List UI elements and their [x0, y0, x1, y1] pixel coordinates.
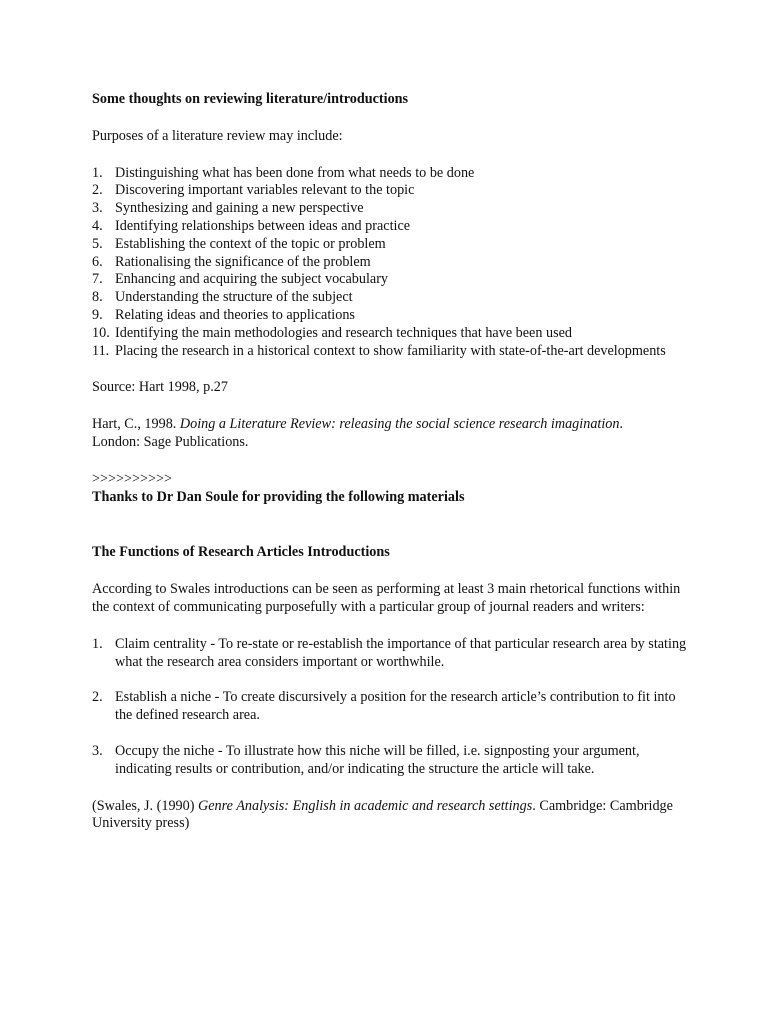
list-item	[92, 307, 692, 325]
list-text: Relating ideas and theories to applications	[115, 306, 355, 323]
functions-list	[92, 636, 692, 779]
list-number: 1.	[92, 164, 103, 181]
swales-reference	[92, 798, 692, 834]
list-item	[92, 218, 692, 236]
section-title-literature: Some thoughts on reviewing literature/introductions	[92, 91, 409, 107]
purposes-intro: Purposes of a literature review may include:	[92, 127, 343, 144]
list-text: Establishing the context of the topic or problem	[115, 235, 386, 252]
separator-line: >>>>>>>>>>	[92, 470, 173, 487]
list-item	[92, 743, 692, 779]
hart-title-end: .	[619, 416, 624, 433]
list-text: Claim centrality - To re-state or re-establish the importance of that particular research area by stating what the research area considers important or worthwhile.	[115, 635, 687, 670]
list-number: 10.	[92, 324, 110, 341]
list-number: 5.	[92, 235, 103, 252]
list-item	[92, 165, 692, 183]
list-number: 4.	[92, 217, 103, 234]
hart-title: Doing a Literature Review: releasing the social science research imagination	[179, 416, 620, 433]
list-number: 2.	[92, 689, 103, 706]
list-item	[92, 236, 692, 254]
document-page	[92, 91, 692, 833]
hart-reference	[92, 416, 692, 452]
list-text: Rationalising the significance of the problem	[115, 253, 371, 270]
source-citation: Source: Hart 1998, p.27	[92, 379, 228, 396]
list-text: Placing the research in a historical context to show familiarity with state-of-the-art developments	[115, 342, 666, 359]
list-item	[92, 636, 692, 672]
list-number: 9.	[92, 306, 103, 323]
swales-title: Genre Analysis: English in academic and research settings	[198, 797, 533, 814]
section-title-functions: The Functions of Research Articles Introductions	[92, 544, 390, 561]
list-text: Understanding the structure of the subject	[115, 289, 353, 306]
list-item	[92, 200, 692, 218]
list-item	[92, 254, 692, 272]
list-text: Synthesizing and gaining a new perspective	[115, 200, 364, 217]
swales-intro: According to Swales introductions can be seen as performing at least 3 main rhetorical functions within the context of communicating purposefully with a particular group of journal readers and writers:	[92, 581, 681, 615]
list-item	[92, 343, 692, 361]
list-text: Distinguishing what has been done from what needs to be done	[115, 164, 475, 181]
list-number: 11.	[92, 342, 110, 359]
swales-publisher: . Cambridge: Cambridge University press)	[92, 797, 673, 832]
list-text: Occupy the niche - To illustrate how this niche will be filled, i.e. signposting your argument, indicating results or contribution, and/or indicating the structure the article will take.	[115, 742, 640, 777]
list-number: 7.	[92, 271, 103, 288]
list-text: Enhancing and acquiring the subject vocabulary	[115, 271, 389, 288]
list-text: Discovering important variables relevant to the topic	[115, 182, 415, 199]
list-number: 2.	[92, 182, 103, 199]
list-text: Identifying relationships between ideas and practice	[115, 217, 411, 234]
list-item	[92, 689, 692, 725]
purposes-list	[92, 165, 692, 361]
list-item	[92, 289, 692, 307]
list-number: 3.	[92, 742, 103, 759]
hart-publisher: London: Sage Publications.	[92, 433, 249, 450]
list-item	[92, 182, 692, 200]
list-number: 1.	[92, 635, 103, 652]
list-number: 6.	[92, 253, 103, 270]
list-number: 8.	[92, 289, 103, 306]
thanks-line: Thanks to Dr Dan Soule for providing the following materials	[92, 488, 465, 505]
swales-author: (Swales, J. (1990)	[92, 797, 198, 814]
hart-author: Hart, C., 1998.	[92, 416, 180, 433]
list-text: Identifying the main methodologies and research techniques that have been used	[115, 324, 572, 341]
list-text: Establish a niche - To create discursively a position for the research article’s contribution to fit into the defined research area.	[115, 689, 676, 724]
list-item	[92, 325, 692, 343]
list-item	[92, 271, 692, 289]
list-number: 3.	[92, 200, 103, 217]
